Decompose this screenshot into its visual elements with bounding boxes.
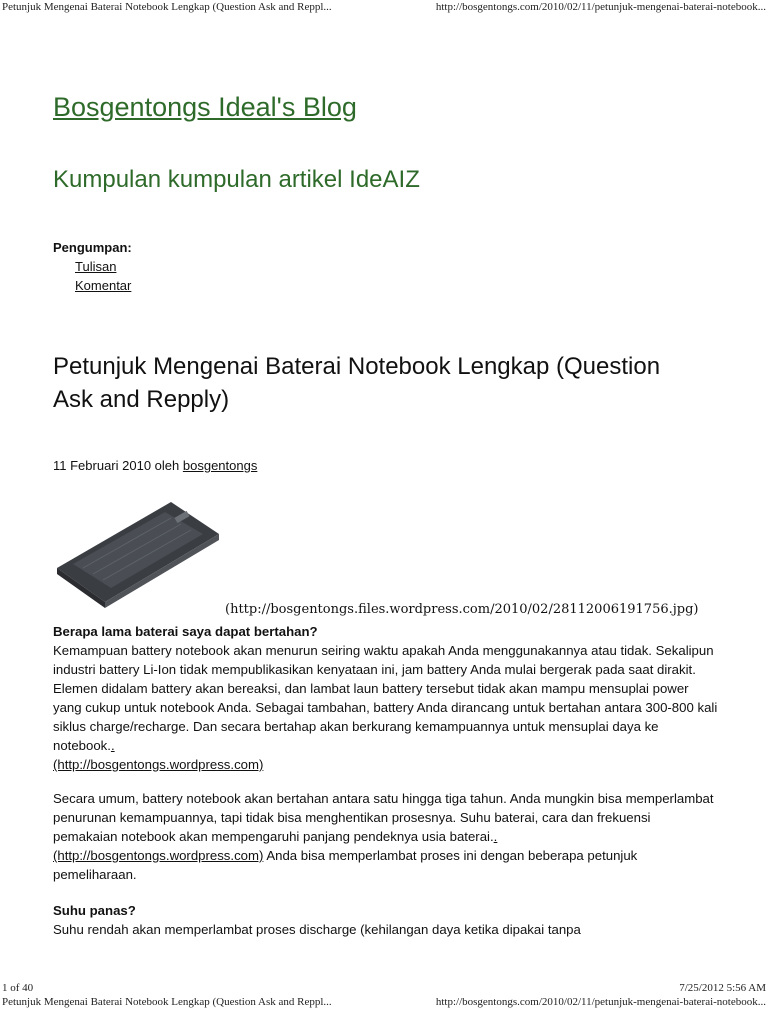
feed-link-posts[interactable]: Tulisan (75, 259, 117, 274)
print-datetime: 7/25/2012 5:56 AM (679, 982, 766, 994)
paragraph-1 (53, 641, 718, 774)
paragraph-2-continuation: Anda bisa memperlambat proses ini dengan beberapa petunjuk pemeliharaan. (53, 848, 638, 882)
paragraph-1-dot-link[interactable]: . (110, 738, 115, 753)
feeds-label: Pengumpan: (53, 240, 132, 255)
battery-image[interactable] (53, 490, 221, 610)
blog-description: Kumpulan kumpulan artikel IdeAIZ (53, 166, 420, 193)
print-header-title: Petunjuk Mengenai Baterai Notebook Lengkap (Question Ask and Reppl... (2, 1, 332, 13)
feed-link-comments[interactable]: Komentar (75, 278, 132, 293)
blog-title-link[interactable]: Bosgentongs Ideal's Blog (53, 92, 357, 122)
section-heading-heat: Suhu panas? (53, 903, 136, 918)
paragraph-1-text: Kemampuan battery notebook akan menurun seiring waktu apakah Anda menggunakannya atau tidak. Sekalipun industri battery Li-Ion tidak mempublikasikan kenyataan ini, jam battery Anda mulai bergerak pada saat dirakit. Elemen didalam battery akan bereaksi, dan lambat laun battery tersebut tidak akan mampu mensuplai power yang cukup untuk notebook Anda. Sebagai tambahan, battery Anda dirancang untuk bertahan antara 300-800 kali siklus charge/recharge. Dan secara bertahap akan berkurang kemampuannya untuk mensuplai daya ke notebook. (53, 643, 718, 753)
source-link-1[interactable]: (http://bosgentongs.wordpress.com) (53, 757, 264, 772)
image-caption-link[interactable]: (http://bosgentongs.files.wordpress.com/2010/02/28112006191756.jpg) (225, 602, 699, 617)
page-number: 1 of 40 (2, 982, 34, 994)
paragraph-3: Suhu rendah akan memperlambat proses discharge (kehilangan daya ketika dipakai tanpa (53, 922, 581, 937)
paragraph-2 (53, 789, 718, 884)
print-footer (0, 981, 768, 995)
post-title: Petunjuk Mengenai Baterai Notebook Lengkap (Question Ask and Repply) (53, 353, 661, 413)
post-meta (53, 458, 257, 473)
section-heading-duration: Berapa lama baterai saya dapat bertahan? (53, 624, 318, 639)
print-header-url: http://bosgentongs.com/2010/02/11/petunjuk-mengenai-baterai-notebook... (435, 1, 766, 13)
paragraph-2-dot-link[interactable]: . (493, 829, 498, 844)
post-date: 11 Februari 2010 oleh (53, 458, 180, 473)
print-header (0, 0, 768, 16)
source-link-2[interactable]: (http://bosgentongs.wordpress.com) (53, 848, 264, 863)
print-footer-url: http://bosgentongs.com/2010/02/11/petunjuk-mengenai-baterai-notebook... (435, 996, 766, 1008)
post-author-link[interactable]: bosgentongs (182, 458, 258, 473)
paragraph-2-text: Secara umum, battery notebook akan bertahan antara satu hingga tiga tahun. Anda mungkin bisa memperlambat penurunan kemampuannya, tapi tidak bisa menghentikan prosesnya. Suhu baterai, cara dan frekuensi pemakaian notebook akan mempengaruhi panjang pendeknya usia baterai. (53, 791, 714, 844)
print-footer-title: Petunjuk Mengenai Baterai Notebook Lengkap (Question Ask and Reppl... (2, 996, 332, 1008)
print-footer-2 (0, 995, 768, 1009)
